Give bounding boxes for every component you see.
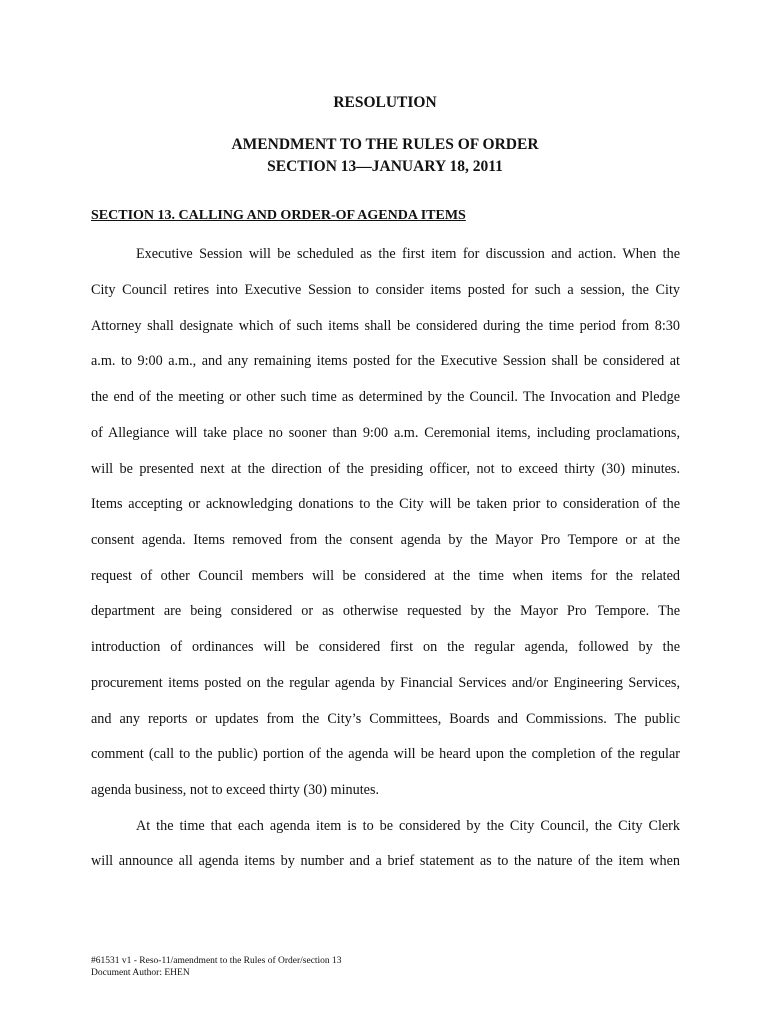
paragraph-line: agenda business, not to exceed thirty (30) minutes. <box>91 782 380 798</box>
document-subtitle-line-1: AMENDMENT TO THE RULES OF ORDER <box>231 136 539 153</box>
paragraph-line: a.m. to 9:00 a.m., and any remaining items posted for the Executive Session shall be considered at <box>91 353 680 369</box>
document-title: RESOLUTION <box>333 94 437 111</box>
paragraph-line: introduction of ordinances will be considered first on the regular agenda, followed by the <box>91 639 680 655</box>
paragraph-line: of Allegiance will take place no sooner than 9:00 a.m. Ceremonial items, including proclamations, <box>91 425 680 441</box>
paragraph-line: City Council retires into Executive Session to consider items posted for such a session, the City <box>91 282 680 298</box>
paragraph-line: Attorney shall designate which of such items shall be considered during the time period from 8:30 <box>91 318 680 334</box>
paragraph-line: and any reports or updates from the City’s Committees, Boards and Commissions. The public <box>91 711 680 727</box>
paragraph-line: will be presented next at the direction of the presiding officer, not to exceed thirty (30) minutes. <box>91 461 680 477</box>
paragraph-line: Executive Session will be scheduled as the first item for discussion and action. When the <box>136 246 680 262</box>
paragraph-line: Items accepting or acknowledging donations to the City will be taken prior to consideration of the <box>91 496 680 512</box>
paragraph-line: the end of the meeting or other such time as determined by the Council. The Invocation and Pledge <box>91 389 680 405</box>
document-subtitle-line-2: SECTION 13—JANUARY 18, 2011 <box>267 158 503 175</box>
paragraph-line: procurement items posted on the regular agenda by Financial Services and/or Engineering Services, <box>91 675 680 691</box>
section-heading: SECTION 13. CALLING AND ORDER-OF AGENDA ITEMS <box>91 208 466 223</box>
paragraph-line: consent agenda. Items removed from the consent agenda by the Mayor Pro Tempore or at the <box>91 532 680 548</box>
paragraph-line: At the time that each agenda item is to be considered by the City Council, the City Clerk <box>136 818 680 834</box>
footer-document-id: #61531 v1 - Reso-11/amendment to the Rules of Order/section 13 <box>91 956 342 966</box>
footer-document-author: Document Author: EHEN <box>91 968 190 978</box>
paragraph-line: request of other Council members will be considered at the time when items for the related <box>91 568 680 584</box>
paragraph-line: department are being considered or as otherwise requested by the Mayor Pro Tempore. The <box>91 603 680 619</box>
paragraph-line: will announce all agenda items by number and a brief statement as to the nature of the item when <box>91 853 680 869</box>
paragraph-line: comment (call to the public) portion of the agenda will be heard upon the completion of the regular <box>91 746 680 762</box>
